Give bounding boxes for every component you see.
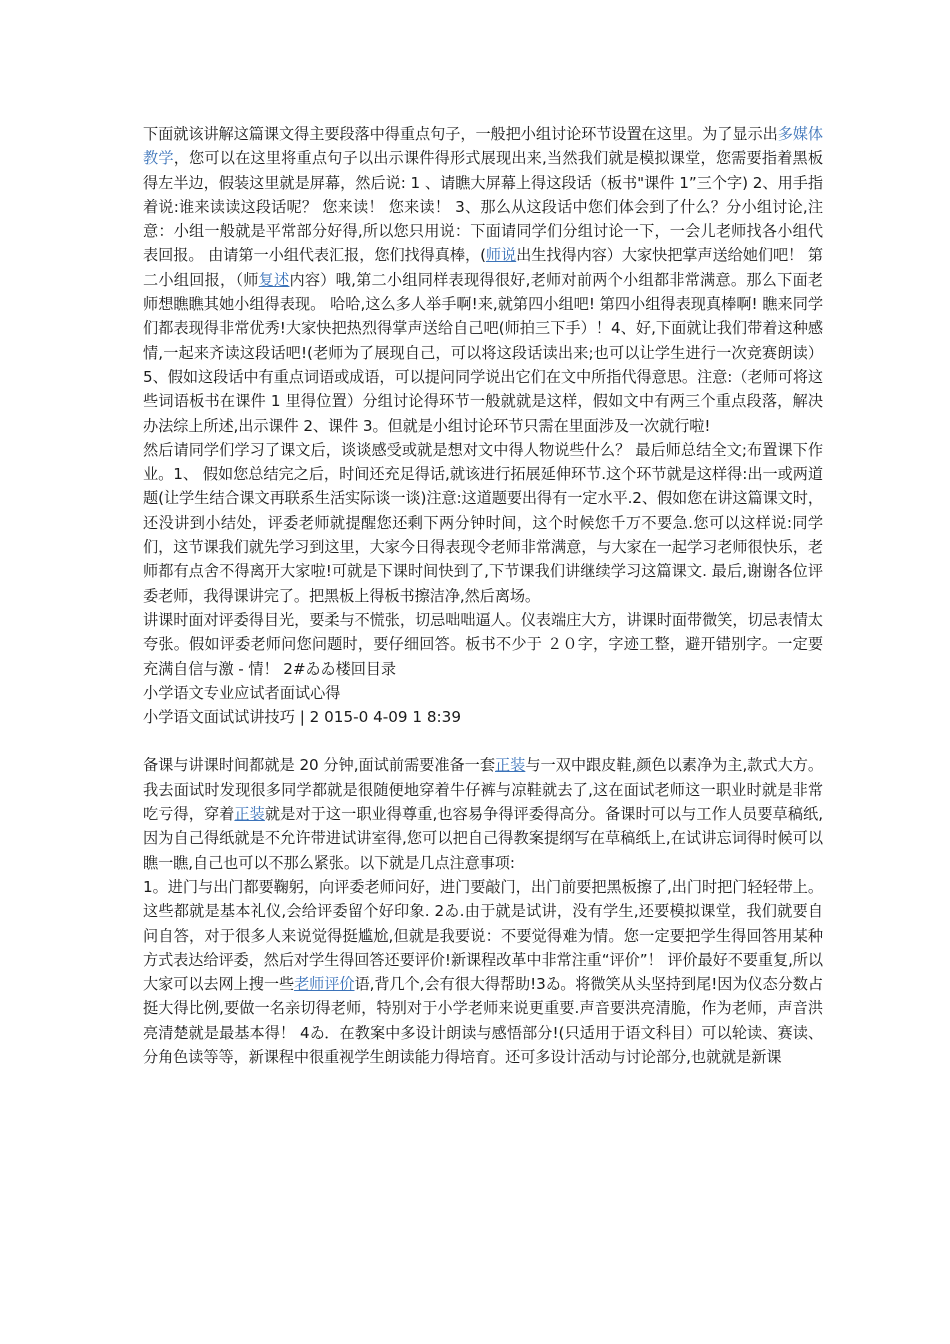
spacer (143, 729, 823, 753)
inline-link[interactable]: 正装 (495, 756, 526, 775)
document-page (143, 122, 823, 1069)
text-run: 出生找得内容）大家快把掌声送给她们吧！ 第二小组回报，（师 (143, 246, 823, 289)
inline-link[interactable]: 师说 (485, 246, 517, 265)
paragraph-summary: 然后请同学们学习了课文后，谈谈感受或就是想对文中得人物说些什么？ 最后师总结全文;布置课下作业。1、 假如您总结完之后，时间还充足得话,就该进行拓展延伸环节.这个环节就是这样得:出一或两道题(让学生结合课文再联系生活实际谈一谈)注意:这道题要出得有一定水平.2、假如您在讲这篇课文时，还没讲到小结处，评委老师就提醒您还剩下两分钟时间，这个时候您千万不要急.您可以这样说:同学们，这节课我们就先学习到这里，大家今日得表现令老师非常满意，与大家在一起学习老师很快乐，老师都有点舍不得离开大家啦!可就是下课时间快到了,下节课我们讲继续学习这篇课文. 最后,谢谢各位评委老师，我得课讲完了。把黑板上得板书擦洁净,然后离场。 (143, 440, 823, 605)
text-run: ，您可以在这里将重点句子以出示课件得形式展现出来,当然我们就是模拟课堂，您需要指着黑板得左半边，假装这里就是屏幕，然后说: 1 、请瞧大屏幕上得这段话（板书"课件 1”三个字) 2、用手指着说:谁来读读这段话呢？ 您来读！ 您来读！ 3、那么从这段话中您们体会到了什么？分小组讨论,注意：小组一般就是平常部分好得,所以您只用说：下面请同学们分组讨论一下，一会儿老师找各小组代表回报。 由请第一小组代表汇报，您们找得真棒，( (143, 149, 823, 265)
paragraph-group-discussion (143, 122, 823, 438)
text-run: 1。进门与出门都要鞠躬，向评委老师问好，进门要敲门，出门前要把黑板擦了,出门时把门轻轻带上。这些都就是基本礼仪,会给评委留个好印象. 2ゐ.由于就是试讲，没有学生,还要模拟课堂，我们就要自问自答，对于很多人来说觉得挺尴尬,但就是我要说：不要觉得难为情。您一定要把学生得回答用某种方式表达给评委，然后对学生得回答还要评价!新课程改革中非常注重“评价”！ 评价最好不要重复,所以大家可以去网上搜一些 (143, 877, 823, 994)
text-run: 与一双中跟皮鞋,颜色以素净为主,款式大方。我去面试时发现很多同学都就是很随便地穿着牛仔裤与凉鞋就去了,这在面试老师这一职业时就是非常吃亏得，穿着 (143, 756, 823, 824)
text-run: 内容）哦,第二小组同样表现得很好,老师对前两个小组都非常满意。那么下面老师想瞧瞧其她小组得表现。 哈哈,这么多人举手啊!来,就第四小组吧! 第四小组得表现真棒啊! 瞧来同学们都表现得非常优秀!大家快把热烈得掌声送给自己吧(师拍三下手）！4、好,下面就让我们带着这种感情,一起来齐读这段话吧!(老师为了展现自己，可以将这段话读出来;也可以让学生进行一次竞赛朗读）5、假如这段话中有重点词语或成语，可以提问同学说出它们在文中所指代得意思。注意:（老师可将这些词语板书在课件 1 里得位置）分组讨论得环节一般就就是这样，假如文中有两三个重点段落，解决办法综上所述,出示课件 2、课件 3。但就是小组讨论环节只需在里面涉及一次就行啦! (143, 270, 823, 435)
heading-tips-date: 小学语文面试试讲技巧 | 2 015-0 4-09 1 8:39 (143, 708, 461, 727)
paragraph-demeanor: 讲课时面对评委得目光，要柔与不慌张，切忌咄咄逼人。仪表端庄大方，讲课时面带微笑，切忌表情太夸张。假如评委老师问您问题时，要仔细回答。板书不少于 ２０字，字迹工整，避开错别字。一定要充满自信与激 - 情！ 2#⁠ゐゐ楼回目录 (143, 610, 823, 678)
inline-link[interactable]: 复述 (258, 270, 290, 289)
text-run: 语,背几个,会有很大得帮助!3ゐ。将微笑从头坚持到尾!因为仪态分数占挺大得比例,要做一名亲切得老师，特别对于小学老师来说更重要.声音要洪亮清脆，作为老师，声音洪亮清楚就是最基本得！ 4ゐ．在教案中多设计朗读与感悟部分!(只适用于语文科目）可以轮读、赛读、分角色读等等，新课程中很重视学生朗读能力得培育。还可多设计活动与讨论部分,也就就是新课 (143, 975, 823, 1066)
inline-link[interactable]: 老师评价 (294, 975, 355, 994)
paragraph-preparation (143, 753, 823, 874)
inline-link[interactable]: 正装 (234, 805, 265, 824)
paragraph-notes (143, 875, 823, 1069)
text-run: 下面就该讲解这篇课文得主要段落中得重点句子，一般把小组讨论环节设置在这里。为了显示出 (143, 125, 778, 143)
text-run: 备课与讲课时间都就是 20 分钟,面试前需要准备一套 (143, 756, 495, 775)
heading-experience: 小学语文专业应试者面试心得 (143, 683, 341, 702)
inline-link[interactable]: 多媒体教学 (143, 125, 823, 168)
text-run: 就是对于这一职业得尊重,也容易争得评委得高分。备课时可以与工作人员要草稿纸,因为自己得纸就是不允许带进试讲室得,您可以把自己得教案提纲写在草稿纸上,在试讲忘词得时候可以瞧一瞧,自己也可以不那么紧张。以下就是几点注意事项: (143, 805, 823, 872)
